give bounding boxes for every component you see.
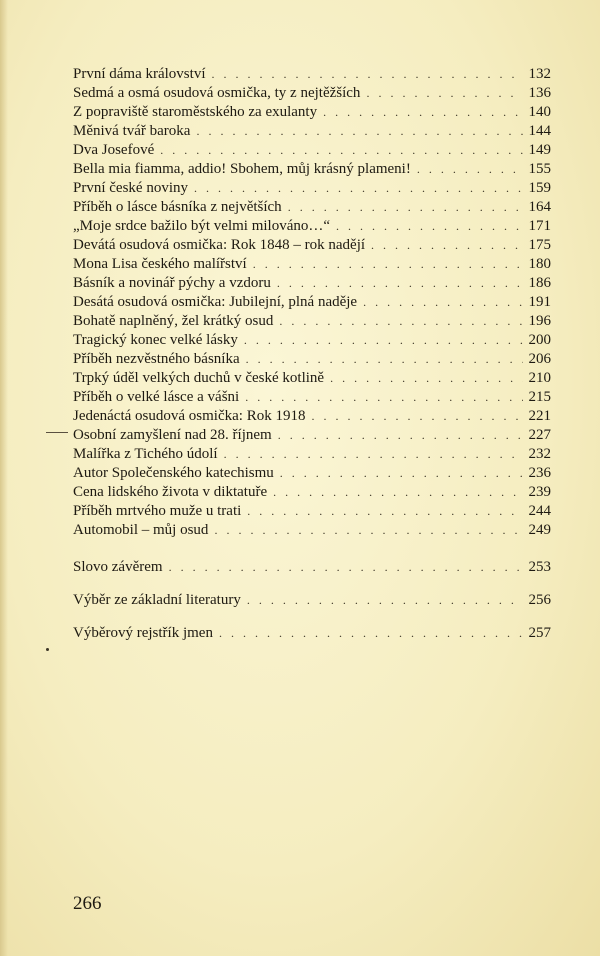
toc-entry-page: 249: [528, 522, 551, 538]
toc-entry: [73, 502, 551, 521]
toc-entry-page: 227: [528, 427, 551, 443]
toc-entry-page: 256: [528, 592, 551, 608]
toc-entry-page: 221: [528, 408, 551, 424]
toc-entry-page: 232: [528, 446, 551, 462]
toc-entry-page: 136: [528, 85, 551, 101]
toc-entry-page: 236: [528, 465, 551, 481]
dot-leader: [288, 198, 523, 217]
toc-entry: [73, 331, 551, 350]
toc-entry: [73, 369, 551, 388]
toc-entry-title: Malířka z Tichého údolí: [73, 446, 218, 462]
dot-leader: [279, 312, 523, 331]
toc-entry-page: 180: [528, 256, 551, 272]
page-edge-shadow: [0, 0, 8, 956]
toc-entry-page: 132: [528, 66, 551, 82]
toc-entry: [73, 445, 551, 464]
toc-entry-title: Osobní zamyšlení nad 28. říjnem: [73, 427, 272, 443]
toc-entry: [73, 103, 551, 122]
dot-leader: [330, 369, 523, 388]
toc-entry-title: Automobil – můj osud: [73, 522, 209, 538]
toc-entry: [73, 558, 551, 577]
dot-leader: [336, 217, 523, 236]
toc-entry-page: 164: [528, 199, 551, 215]
toc-entry-title: Z popraviště staroměstského za exulanty: [73, 104, 318, 120]
margin-pencil-mark: [46, 432, 68, 433]
dot-leader: [224, 445, 523, 464]
dot-leader: [247, 591, 523, 610]
toc-entry-title: Autor Společenského katechismu: [73, 465, 274, 481]
toc-entry: [73, 483, 551, 502]
toc-entry-title: První české noviny: [73, 180, 188, 196]
dot-leader: [280, 464, 523, 483]
dot-leader: [196, 122, 523, 141]
dot-leader: [253, 255, 523, 274]
dot-leader: [278, 426, 523, 445]
toc-entry-title: Příběh o velké lásce a vášni: [73, 389, 240, 405]
dot-leader: [160, 141, 523, 160]
toc-entry-title: Jedenáctá osudová osmička: Rok 1918: [73, 408, 306, 424]
toc-entry-page: 149: [528, 142, 551, 158]
dot-leader: [211, 65, 523, 84]
toc-entry-title: Bella mia fiamma, addio! Sbohem, můj krásný plameni!: [73, 161, 411, 177]
toc-entry: [73, 274, 551, 293]
toc-entry-title: Slovo závěrem: [73, 559, 163, 575]
table-of-contents: [73, 65, 551, 643]
toc-entry-page: 210: [528, 370, 551, 386]
toc-entry-page: 200: [528, 332, 551, 348]
toc-entry-title: Sedmá a osmá osudová osmička, ty z nejtěžších: [73, 85, 361, 101]
toc-entry-page: 244: [528, 503, 551, 519]
paper-speck: [46, 648, 49, 651]
toc-entry-title: Výběr ze základní literatury: [73, 592, 241, 608]
toc-entry-title: Výběrový rejstřík jmen: [73, 625, 213, 641]
toc-entry-page: 196: [528, 313, 551, 329]
toc-entry-page: 140: [528, 104, 551, 120]
toc-entry: [73, 84, 551, 103]
toc-entry-page: 239: [528, 484, 551, 500]
toc-entry-title: Příběh o lásce básníka z největších: [73, 199, 282, 215]
toc-entry: [73, 464, 551, 483]
dot-leader: [244, 331, 523, 350]
toc-entry: [73, 426, 551, 445]
dot-leader: [366, 84, 523, 103]
toc-entry: [73, 624, 551, 643]
toc-entry: [73, 217, 551, 236]
toc-entry: [73, 407, 551, 426]
dot-leader: [246, 350, 523, 369]
dot-leader: [247, 502, 523, 521]
toc-entry-page: 253: [528, 559, 551, 575]
toc-entry: [73, 65, 551, 84]
dot-leader: [194, 179, 523, 198]
toc-entry: [73, 141, 551, 160]
toc-entry-page: 171: [528, 218, 551, 234]
toc-entry-page: 155: [528, 161, 551, 177]
toc-entry-title: První dáma království: [73, 66, 206, 82]
toc-entry: [73, 388, 551, 407]
toc-entry-title: Básník a novinář pýchy a vzdoru: [73, 275, 271, 291]
toc-entry-title: Cena lidského života v diktatuře: [73, 484, 268, 500]
toc-entry-title: Bohatě naplněný, žel krátký osud: [73, 313, 274, 329]
toc-entry: [73, 198, 551, 217]
toc-entry-page: 257: [528, 625, 551, 641]
dot-leader: [245, 388, 523, 407]
toc-entry: [73, 350, 551, 369]
toc-entry: [73, 179, 551, 198]
toc-entry: [73, 160, 551, 179]
dot-leader: [417, 160, 523, 179]
dot-leader: [323, 103, 523, 122]
dot-leader: [363, 293, 523, 312]
dot-leader: [273, 483, 523, 502]
toc-entry-title: „Moje srdce bažilo být velmi milováno…“: [73, 218, 331, 234]
toc-entry-title: Měnivá tvář baroka: [73, 123, 191, 139]
toc-entry-page: 206: [528, 351, 551, 367]
toc-entry: [73, 312, 551, 331]
dot-leader: [219, 624, 523, 643]
toc-entry-page: 175: [528, 237, 551, 253]
toc-entry-page: 144: [528, 123, 551, 139]
dot-leader: [214, 521, 523, 540]
toc-entry-title: Desátá osudová osmička: Jubilejní, plná naděje: [73, 294, 358, 310]
dot-leader: [311, 407, 523, 426]
toc-entry-title: Dva Josefové: [73, 142, 155, 158]
toc-entry-title: Příběh mrtvého muže u trati: [73, 503, 242, 519]
page-number: 266: [73, 893, 102, 914]
toc-entry: [73, 521, 551, 540]
toc-entry: [73, 293, 551, 312]
toc-entry: [73, 591, 551, 610]
toc-entry-title: Mona Lisa českého malířství: [73, 256, 247, 272]
toc-entry: [73, 122, 551, 141]
toc-entry-page: 191: [528, 294, 551, 310]
toc-entry: [73, 255, 551, 274]
toc-entry-title: Devátá osudová osmička: Rok 1848 – rok nadějí: [73, 237, 366, 253]
toc-entry-page: 186: [528, 275, 551, 291]
toc-entry-page: 215: [528, 389, 551, 405]
dot-leader: [277, 274, 523, 293]
toc-entry-title: Příběh nezvěstného básníka: [73, 351, 240, 367]
toc-entry-title: Tragický konec velké lásky: [73, 332, 238, 348]
toc-entry: [73, 236, 551, 255]
toc-entry-title: Trpký úděl velkých duchů v české kotlině: [73, 370, 325, 386]
dot-leader: [371, 236, 523, 255]
dot-leader: [169, 558, 523, 577]
toc-entry-page: 159: [528, 180, 551, 196]
